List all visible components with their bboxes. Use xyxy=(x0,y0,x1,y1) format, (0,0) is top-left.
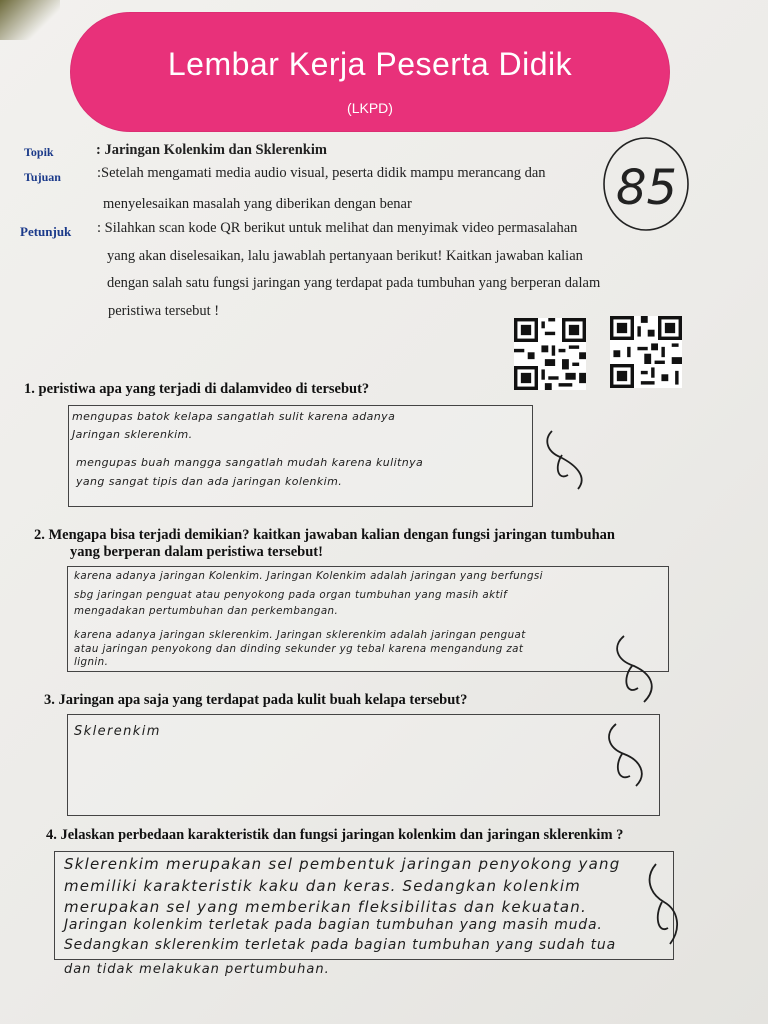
answer-line: lignin. xyxy=(74,656,109,668)
answer-line: dan tidak melakukan pertumbuhan. xyxy=(64,962,330,977)
question-2-line2: yang berperan dalam peristiwa tersebut! xyxy=(70,544,323,560)
answer-line: mengupas buah mangga sangatlah mudah karena kulitnya xyxy=(76,456,424,469)
answer-line: Jaringan sklerenkim. xyxy=(72,428,193,441)
question-text: Jelaskan perbedaan karakteristik dan fungsi jaringan kolenkim dan jaringan sklerenkim ? xyxy=(60,827,624,843)
grade-score: 85 xyxy=(616,160,678,216)
petunjuk-line2: yang akan diselesaikan, lalu jawablah pertanyaan berikut! Kaitkan jawaban kalian xyxy=(107,248,583,264)
question-text: Mengapa bisa terjadi demikian? kaitkan jawaban kalian dengan fungsi jaringan tumbuhan xyxy=(48,527,615,543)
question-text: Jaringan apa saja yang terdapat pada kulit buah kelapa tersebut? xyxy=(58,692,468,708)
petunjuk-label: Petunjuk xyxy=(20,224,72,239)
answer-line: sbg jaringan penguat atau penyokong pada organ tumbuhan yang masih aktif xyxy=(74,589,508,601)
tujuan-line1: :Setelah mengamati media audio visual, peserta didik mampu merancang dan xyxy=(97,165,546,181)
check-mark-icon xyxy=(540,425,595,495)
question-number: 2. xyxy=(34,527,45,543)
question-3 xyxy=(44,692,467,709)
page-corner-shadow xyxy=(0,0,60,40)
qr-code-icon xyxy=(514,318,586,390)
question-1 xyxy=(24,381,369,398)
check-mark-icon xyxy=(640,860,688,950)
answer-line: karena adanya jaringan sklerenkim. Jaringan sklerenkim adalah jaringan penguat xyxy=(74,629,526,641)
answer-line: karena adanya jaringan Kolenkim. Jaringan Kolenkim adalah jaringan yang berfungsi xyxy=(74,570,543,582)
question-text: peristiwa apa yang terjadi di dalamvideo di tersebut? xyxy=(38,381,370,397)
page-subtitle: (LKPD) xyxy=(347,100,393,116)
question-number: 1. xyxy=(24,381,35,397)
topik-value: : Jaringan Kolenkim dan Sklerenkim xyxy=(96,142,327,158)
check-mark-icon xyxy=(596,720,652,792)
answer-line: atau jaringan penyokong dan dinding sekunder yg tebal karena mengandung zat xyxy=(74,643,524,655)
answer-line: mengadakan pertumbuhan dan perkembangan. xyxy=(74,605,339,617)
answer-line: mengupas batok kelapa sangatlah sulit karena adanya xyxy=(72,410,396,423)
qr-code-icon xyxy=(610,316,682,388)
question-number: 3. xyxy=(44,692,55,708)
question-4 xyxy=(46,827,623,844)
answer-line: Sklerenkim merupakan sel pembentuk jaringan penyokong yang xyxy=(64,855,621,873)
answer-line: Sklerenkim xyxy=(74,724,161,739)
topik-label: Topik xyxy=(24,145,54,159)
tujuan-line2: menyelesaikan masalah yang diberikan dengan benar xyxy=(103,196,412,212)
answer-line: Sedangkan sklerenkim terletak pada bagian tumbuhan yang sudah tua xyxy=(64,937,616,953)
check-mark-icon xyxy=(600,630,670,710)
question-number: 4. xyxy=(46,827,57,843)
answer-line: Jaringan kolenkim terletak pada bagian tumbuhan yang masih muda. xyxy=(64,917,603,933)
petunjuk-line1: : Silahkan scan kode QR berikut untuk melihat dan menyimak video permasalahan xyxy=(97,220,578,236)
page-title: Lembar Kerja Peserta Didik xyxy=(167,46,573,82)
answer-line: yang sangat tipis dan ada jaringan kolenkim. xyxy=(76,475,343,488)
answer-line: memiliki karakteristik kaku dan keras. Sedangkan kolenkim xyxy=(64,877,581,895)
answer-line: merupakan sel yang memberikan fleksibilitas dan kekuatan. xyxy=(64,898,587,916)
petunjuk-line3: dengan salah satu fungsi jaringan yang terdapat pada tumbuhan yang berperan dalam xyxy=(107,275,601,291)
tujuan-label: Tujuan xyxy=(24,170,61,184)
grade-circle xyxy=(600,134,692,234)
title-banner xyxy=(70,12,670,132)
question-2 xyxy=(34,527,615,544)
petunjuk-line4: peristiwa tersebut ! xyxy=(108,303,220,319)
